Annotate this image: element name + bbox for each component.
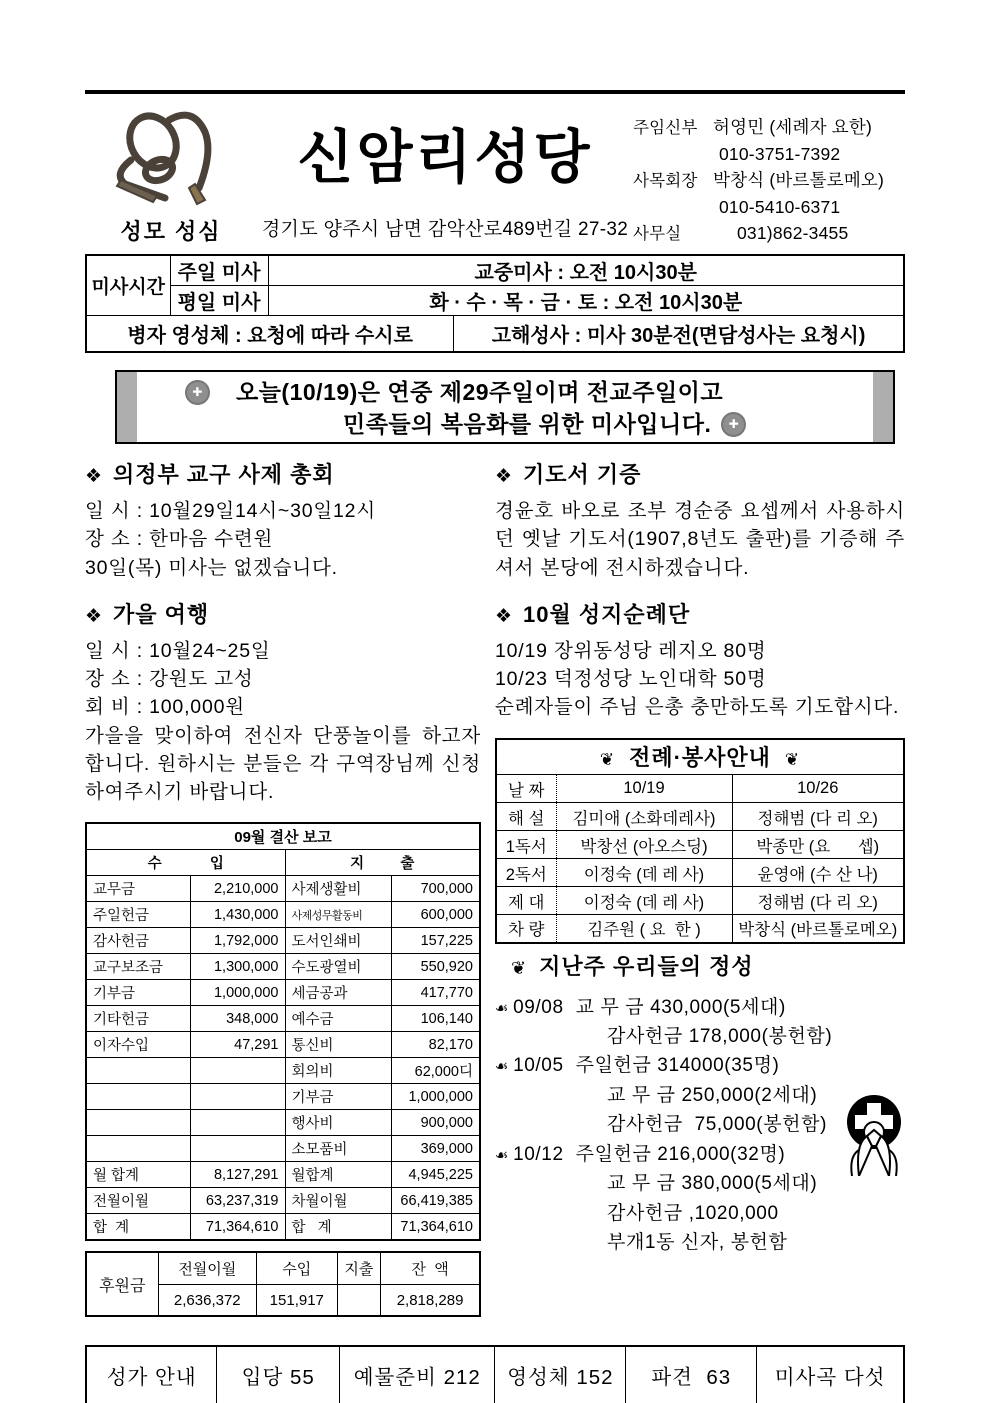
- expense-amount: 71,364,610: [391, 1214, 480, 1241]
- expense-label: 기부금: [285, 1084, 391, 1110]
- income-label: [86, 1084, 190, 1110]
- offering-entry: [495, 993, 905, 1052]
- table-row: [86, 1058, 480, 1084]
- mass-time-value: 교중미사 : 오전 10시30분: [268, 255, 904, 286]
- support-value: 2,636,372: [158, 1284, 257, 1316]
- section-title-text: 의정부 교구 사제 총회: [113, 462, 335, 487]
- banner-line1-text: 오늘(10/19)은 연중 제29주일이며 전교주일이고: [236, 379, 724, 405]
- income-amount: 1,430,000: [190, 902, 285, 928]
- liturgy-title: 전례·봉사안내: [629, 745, 771, 771]
- contact-block: [633, 104, 905, 248]
- header-center: [257, 104, 633, 248]
- expense-label: 통신비: [285, 1032, 391, 1058]
- expense-label: 사제성무활동비: [285, 902, 391, 928]
- liturgy-cell: 박창선 (아오스딩): [556, 831, 732, 859]
- left-column: [85, 458, 481, 1317]
- contact-value: 031)862-3455: [737, 223, 849, 243]
- income-amount: 1,000,000: [190, 980, 285, 1006]
- offering-amount: 주일헌금 216,000(32명): [575, 1143, 786, 1165]
- income-label: 합 계: [86, 1214, 190, 1241]
- heart-ornament-icon: ❦: [511, 957, 528, 978]
- offering-amount: 주일헌금 314000(35명): [575, 1055, 780, 1077]
- hymn-cell: 영성체 152: [495, 1346, 626, 1403]
- banner-line2: [139, 408, 871, 440]
- expense-amount: 369,000: [391, 1136, 480, 1162]
- table-row: [86, 1346, 904, 1403]
- expense-amount: 900,000: [391, 1110, 480, 1136]
- offering-line: [495, 993, 905, 1022]
- support-header: 지출: [337, 1252, 381, 1284]
- expense-label: 도서인쇄비: [285, 928, 391, 954]
- liturgy-title-cell: [496, 739, 904, 775]
- table-row: [86, 1084, 480, 1110]
- table-row: [496, 859, 904, 887]
- section-line: 장 소 : 한마음 수련원: [85, 528, 274, 551]
- section-paragraph: 경윤호 바오로 조부 경순중 요셉께서 사용하시던 옛날 기도서(1907,8년도 출판)를 기증해 주셔서 본당에 전시하겠습니다.: [495, 500, 905, 579]
- logo-caption: 성모 성심: [120, 219, 222, 244]
- expense-label: 수도광열비: [285, 954, 391, 980]
- liturgy-cell: 정해범 (다 리 오): [732, 803, 904, 831]
- expense-amount: 157,225: [391, 928, 480, 954]
- table-row: [86, 1032, 480, 1058]
- expense-label: 회의비: [285, 1058, 391, 1084]
- liturgy-role: 제 대: [496, 887, 556, 915]
- income-amount: 1,300,000: [190, 954, 285, 980]
- table-row: [86, 286, 904, 316]
- offering-amount: 교 무 금 380,000(5세대): [607, 1173, 818, 1195]
- liturgy-cell: 윤영애 (수 산 나): [732, 859, 904, 887]
- contact-row: [633, 167, 905, 194]
- section-title-text: 10월 성지순례단: [523, 601, 691, 627]
- mass-schedule-table: [85, 254, 905, 353]
- expense-label: 차월이월: [285, 1188, 391, 1214]
- hymn-guide-table: [85, 1345, 905, 1403]
- contact-row: [633, 141, 905, 167]
- income-amount: 8,127,291: [190, 1162, 285, 1188]
- income-label: 전월이월: [86, 1188, 190, 1214]
- table-row: [86, 1006, 480, 1032]
- offering-amount: 감사헌금 75,000(봉헌함): [607, 1114, 828, 1136]
- section-paragraph: 순례자들이 주님 은총 충만하도록 기도합시다.: [495, 696, 900, 719]
- table-row: [86, 316, 904, 353]
- support-value: 2,818,289: [381, 1284, 480, 1316]
- cross-circle-icon: ✚: [721, 412, 746, 437]
- section-title-text: 기도서 기증: [523, 462, 642, 487]
- table-row: [496, 739, 904, 775]
- liturgy-cell: 이정숙 (데 레 사): [556, 887, 732, 915]
- church-address: 경기도 양주시 남면 감악산로489번길 27-32: [261, 219, 629, 240]
- income-amount: 47,291: [190, 1032, 285, 1058]
- support-value: 151,917: [257, 1284, 337, 1316]
- offering-date: 10/05: [513, 1055, 564, 1077]
- support-value: [337, 1284, 381, 1316]
- banner-left-bar: [117, 372, 137, 442]
- contact-role: 사목회장: [633, 172, 698, 190]
- expense-label: 월합계: [285, 1162, 391, 1188]
- section-line: 일 시 : 10월29일14시~30일12시: [85, 500, 376, 522]
- liturgy-service-table: [495, 738, 905, 944]
- expense-amount: 700,000: [391, 876, 480, 902]
- support-header: 수입: [257, 1252, 337, 1284]
- offering-title: [495, 950, 905, 981]
- section-title-text: 가을 여행: [113, 601, 210, 627]
- table-row: [86, 954, 480, 980]
- income-label: [86, 1136, 190, 1162]
- section-last-week-offering: [495, 950, 905, 1258]
- section-title: [85, 598, 481, 629]
- income-amount: 1,792,000: [190, 928, 285, 954]
- income-label: 기부금: [86, 980, 190, 1006]
- section-paragraph: 가을을 맞이하여 전신자 단풍놀이를 하고자 합니다. 원하시는 분들은 각 구역장님께 신청하여주시기 바랍니다.: [85, 724, 481, 804]
- offering-line: [495, 1228, 905, 1257]
- table-row: [86, 928, 480, 954]
- contact-row: [633, 194, 905, 220]
- section-priest-meeting: [85, 458, 481, 582]
- confession-info: 고해성사 : 미사 30분전(면담성사는 요청시): [491, 325, 866, 347]
- table-row: [86, 902, 480, 928]
- diamond-icon: ❖: [85, 466, 104, 487]
- banner-line2-text: 민족들의 복음화를 위한 미사입니다.: [343, 411, 712, 438]
- expense-amount: 82,170: [391, 1032, 480, 1058]
- section-line: 10/19 장위동성당 레지오 80명: [495, 639, 767, 662]
- income-label: [86, 1110, 190, 1136]
- offering-amount: 감사헌금 178,000(봉헌함): [607, 1026, 833, 1048]
- liturgy-cell: 10/19: [556, 775, 732, 803]
- income-amount: 348,000: [190, 1006, 285, 1032]
- liturgy-cell: 정해범 (다 리 오): [732, 887, 904, 915]
- support-fund-table: [85, 1251, 481, 1317]
- table-row: [86, 1252, 480, 1284]
- liturgy-cell: 10/26: [732, 775, 904, 803]
- expense-amount: 417,770: [391, 980, 480, 1006]
- expense-label: 소모품비: [285, 1136, 391, 1162]
- finance-title: 09월 결산 보고: [86, 823, 480, 850]
- bullet-icon: ☙: [495, 1146, 510, 1164]
- expense-amount: 600,000: [391, 902, 480, 928]
- liturgy-role: 날 짜: [496, 775, 556, 803]
- liturgy-cell: 박종만 (요 셉): [732, 831, 904, 859]
- income-amount: [190, 1136, 285, 1162]
- mass-bottom-row: [86, 316, 904, 353]
- expense-amount: 66,419,385: [391, 1188, 480, 1214]
- hymn-cell: 파견 63: [626, 1346, 757, 1403]
- contact-row: [633, 114, 905, 141]
- offering-line: [495, 1051, 905, 1080]
- expense-amount: 106,140: [391, 1006, 480, 1032]
- table-row: [86, 823, 480, 850]
- banner-right-bar: [873, 372, 893, 442]
- expense-amount: 550,920: [391, 954, 480, 980]
- content-columns: [85, 458, 905, 1317]
- table-row: [86, 876, 480, 902]
- liturgy-role: 2독서: [496, 859, 556, 887]
- liturgy-role: 차 량: [496, 915, 556, 943]
- support-header: 잔 액: [381, 1252, 480, 1284]
- mass-type-label: 평일 미사: [170, 286, 268, 316]
- hymn-cell: 입당 55: [217, 1346, 340, 1403]
- income-amount: [190, 1110, 285, 1136]
- offering-date: 10/12: [513, 1143, 564, 1165]
- mass-time-value: 화 · 수 · 목 · 금 · 토 : 오전 10시30분: [268, 286, 904, 316]
- header: [85, 90, 905, 254]
- section-prayerbook-donation: [495, 458, 905, 582]
- offering-amount: 교 무 금 430,000(5세대): [575, 996, 786, 1018]
- finance-report-table: [85, 822, 481, 1241]
- support-fund-label: 후원금: [86, 1252, 158, 1316]
- heart-ornament-icon: ❦: [784, 750, 801, 770]
- liturgy-cell: 이정숙 (데 레 사): [556, 859, 732, 887]
- offering-title-text: 지난주 우리들의 정성: [539, 953, 754, 979]
- mass-corner-label: 미사시간: [86, 255, 170, 316]
- table-row: [86, 1214, 480, 1241]
- liturgy-cell: 김주원 ( 요 한 ): [556, 915, 732, 943]
- section-line: 30일(목) 미사는 없겠습니다.: [85, 556, 338, 579]
- banner-line1: [139, 376, 871, 408]
- offering-line: [495, 1022, 905, 1051]
- sick-communion-info: 병자 영성체 : 요청에 따라 수시로: [87, 316, 454, 351]
- hymn-cell: 미사곡 다섯: [757, 1346, 904, 1403]
- praying-hands-icon: [839, 1092, 909, 1176]
- income-label: [86, 1058, 190, 1084]
- diamond-icon: ❖: [85, 605, 104, 627]
- table-row: [86, 1136, 480, 1162]
- hymn-cell: 성가 안내: [86, 1346, 217, 1403]
- income-label: 기타헌금: [86, 1006, 190, 1032]
- table-row: [86, 850, 480, 876]
- table-row: [86, 1188, 480, 1214]
- liturgy-role: 해 설: [496, 803, 556, 831]
- table-row: [86, 1110, 480, 1136]
- contact-value: 010-3751-7392: [719, 143, 841, 164]
- table-row: [86, 255, 904, 286]
- income-label: 교구보조금: [86, 954, 190, 980]
- income-amount: 2,210,000: [190, 876, 285, 902]
- table-row: [86, 980, 480, 1006]
- table-row: [496, 887, 904, 915]
- contact-row: [633, 220, 905, 247]
- spectacles-photo: [107, 104, 235, 208]
- mass-type-label: 주일 미사: [170, 255, 268, 286]
- income-label: 교무금: [86, 876, 190, 902]
- contact-role: 사무실: [633, 225, 682, 243]
- support-header: 전월이월: [158, 1252, 257, 1284]
- mass-bottom-flex: [87, 316, 903, 351]
- income-label: 주일헌금: [86, 902, 190, 928]
- liturgy-role: 1독서: [496, 831, 556, 859]
- banner-text: [139, 376, 871, 440]
- expense-amount: 1,000,000: [391, 1084, 480, 1110]
- income-amount: 63,237,319: [190, 1188, 285, 1214]
- liturgy-cell: 김미애 (소화데레사): [556, 803, 732, 831]
- announcement-banner: [115, 370, 895, 444]
- section-title: [85, 458, 481, 489]
- table-row: [496, 775, 904, 803]
- diamond-icon: ❖: [495, 466, 514, 487]
- section-line: 10/23 덕정성당 노인대학 50명: [495, 668, 767, 691]
- expense-header: 지 출: [285, 850, 480, 876]
- expense-amount: 62,000디: [391, 1058, 480, 1084]
- right-column: [495, 458, 905, 1317]
- contact-value: 010-5410-6371: [719, 196, 841, 217]
- income-amount: 71,364,610: [190, 1214, 285, 1241]
- diamond-icon: ❖: [495, 605, 514, 627]
- contact-role: 주임신부: [633, 119, 698, 137]
- section-line: 회 비 : 100,000원: [85, 696, 245, 719]
- table-row: [86, 1162, 480, 1188]
- page-title: 신암리성당: [297, 125, 593, 190]
- income-amount: [190, 1084, 285, 1110]
- section-title: [495, 458, 905, 489]
- table-row: [496, 803, 904, 831]
- income-label: 월 합계: [86, 1162, 190, 1188]
- expense-label: 행사비: [285, 1110, 391, 1136]
- contact-value: 박창식 (바르톨로메오): [713, 170, 885, 190]
- table-row: [496, 831, 904, 859]
- bullet-icon: ☙: [495, 1058, 510, 1076]
- heart-ornament-icon: ❦: [599, 750, 616, 770]
- section-pilgrimage: [495, 598, 905, 722]
- bullet-icon: ☙: [495, 999, 510, 1017]
- expense-label: 사제생활비: [285, 876, 391, 902]
- expense-label: 합 계: [285, 1214, 391, 1241]
- expense-amount: 4,945,225: [391, 1162, 480, 1188]
- section-line: 일 시 : 10월24~25일: [85, 639, 271, 662]
- section-line: 장 소 : 강원도 고성: [85, 668, 254, 691]
- offering-amount: 교 무 금 250,000(2세대): [607, 1084, 818, 1106]
- header-logo-block: [85, 104, 257, 248]
- cross-circle-icon: ✚: [185, 380, 210, 405]
- section-autumn-trip: [85, 598, 481, 807]
- income-header: 수 입: [86, 850, 285, 876]
- hymn-cell: 예물준비 212: [340, 1346, 495, 1403]
- liturgy-cell: 박창식 (바르톨로메오): [732, 915, 904, 943]
- expense-label: 세금공과: [285, 980, 391, 1006]
- income-label: 이자수입: [86, 1032, 190, 1058]
- section-title: [495, 598, 905, 629]
- income-amount: [190, 1058, 285, 1084]
- income-label: 감사헌금: [86, 928, 190, 954]
- offering-amount: 감사헌금 ,1020,000: [607, 1202, 779, 1224]
- offering-date: 09/08: [513, 996, 564, 1018]
- contact-value: 허영민 (세례자 요한): [713, 117, 873, 137]
- offering-amount: 부개1동 신자, 봉헌함: [607, 1232, 788, 1254]
- expense-label: 예수금: [285, 1006, 391, 1032]
- table-row: [496, 915, 904, 943]
- offering-line: [495, 1199, 905, 1228]
